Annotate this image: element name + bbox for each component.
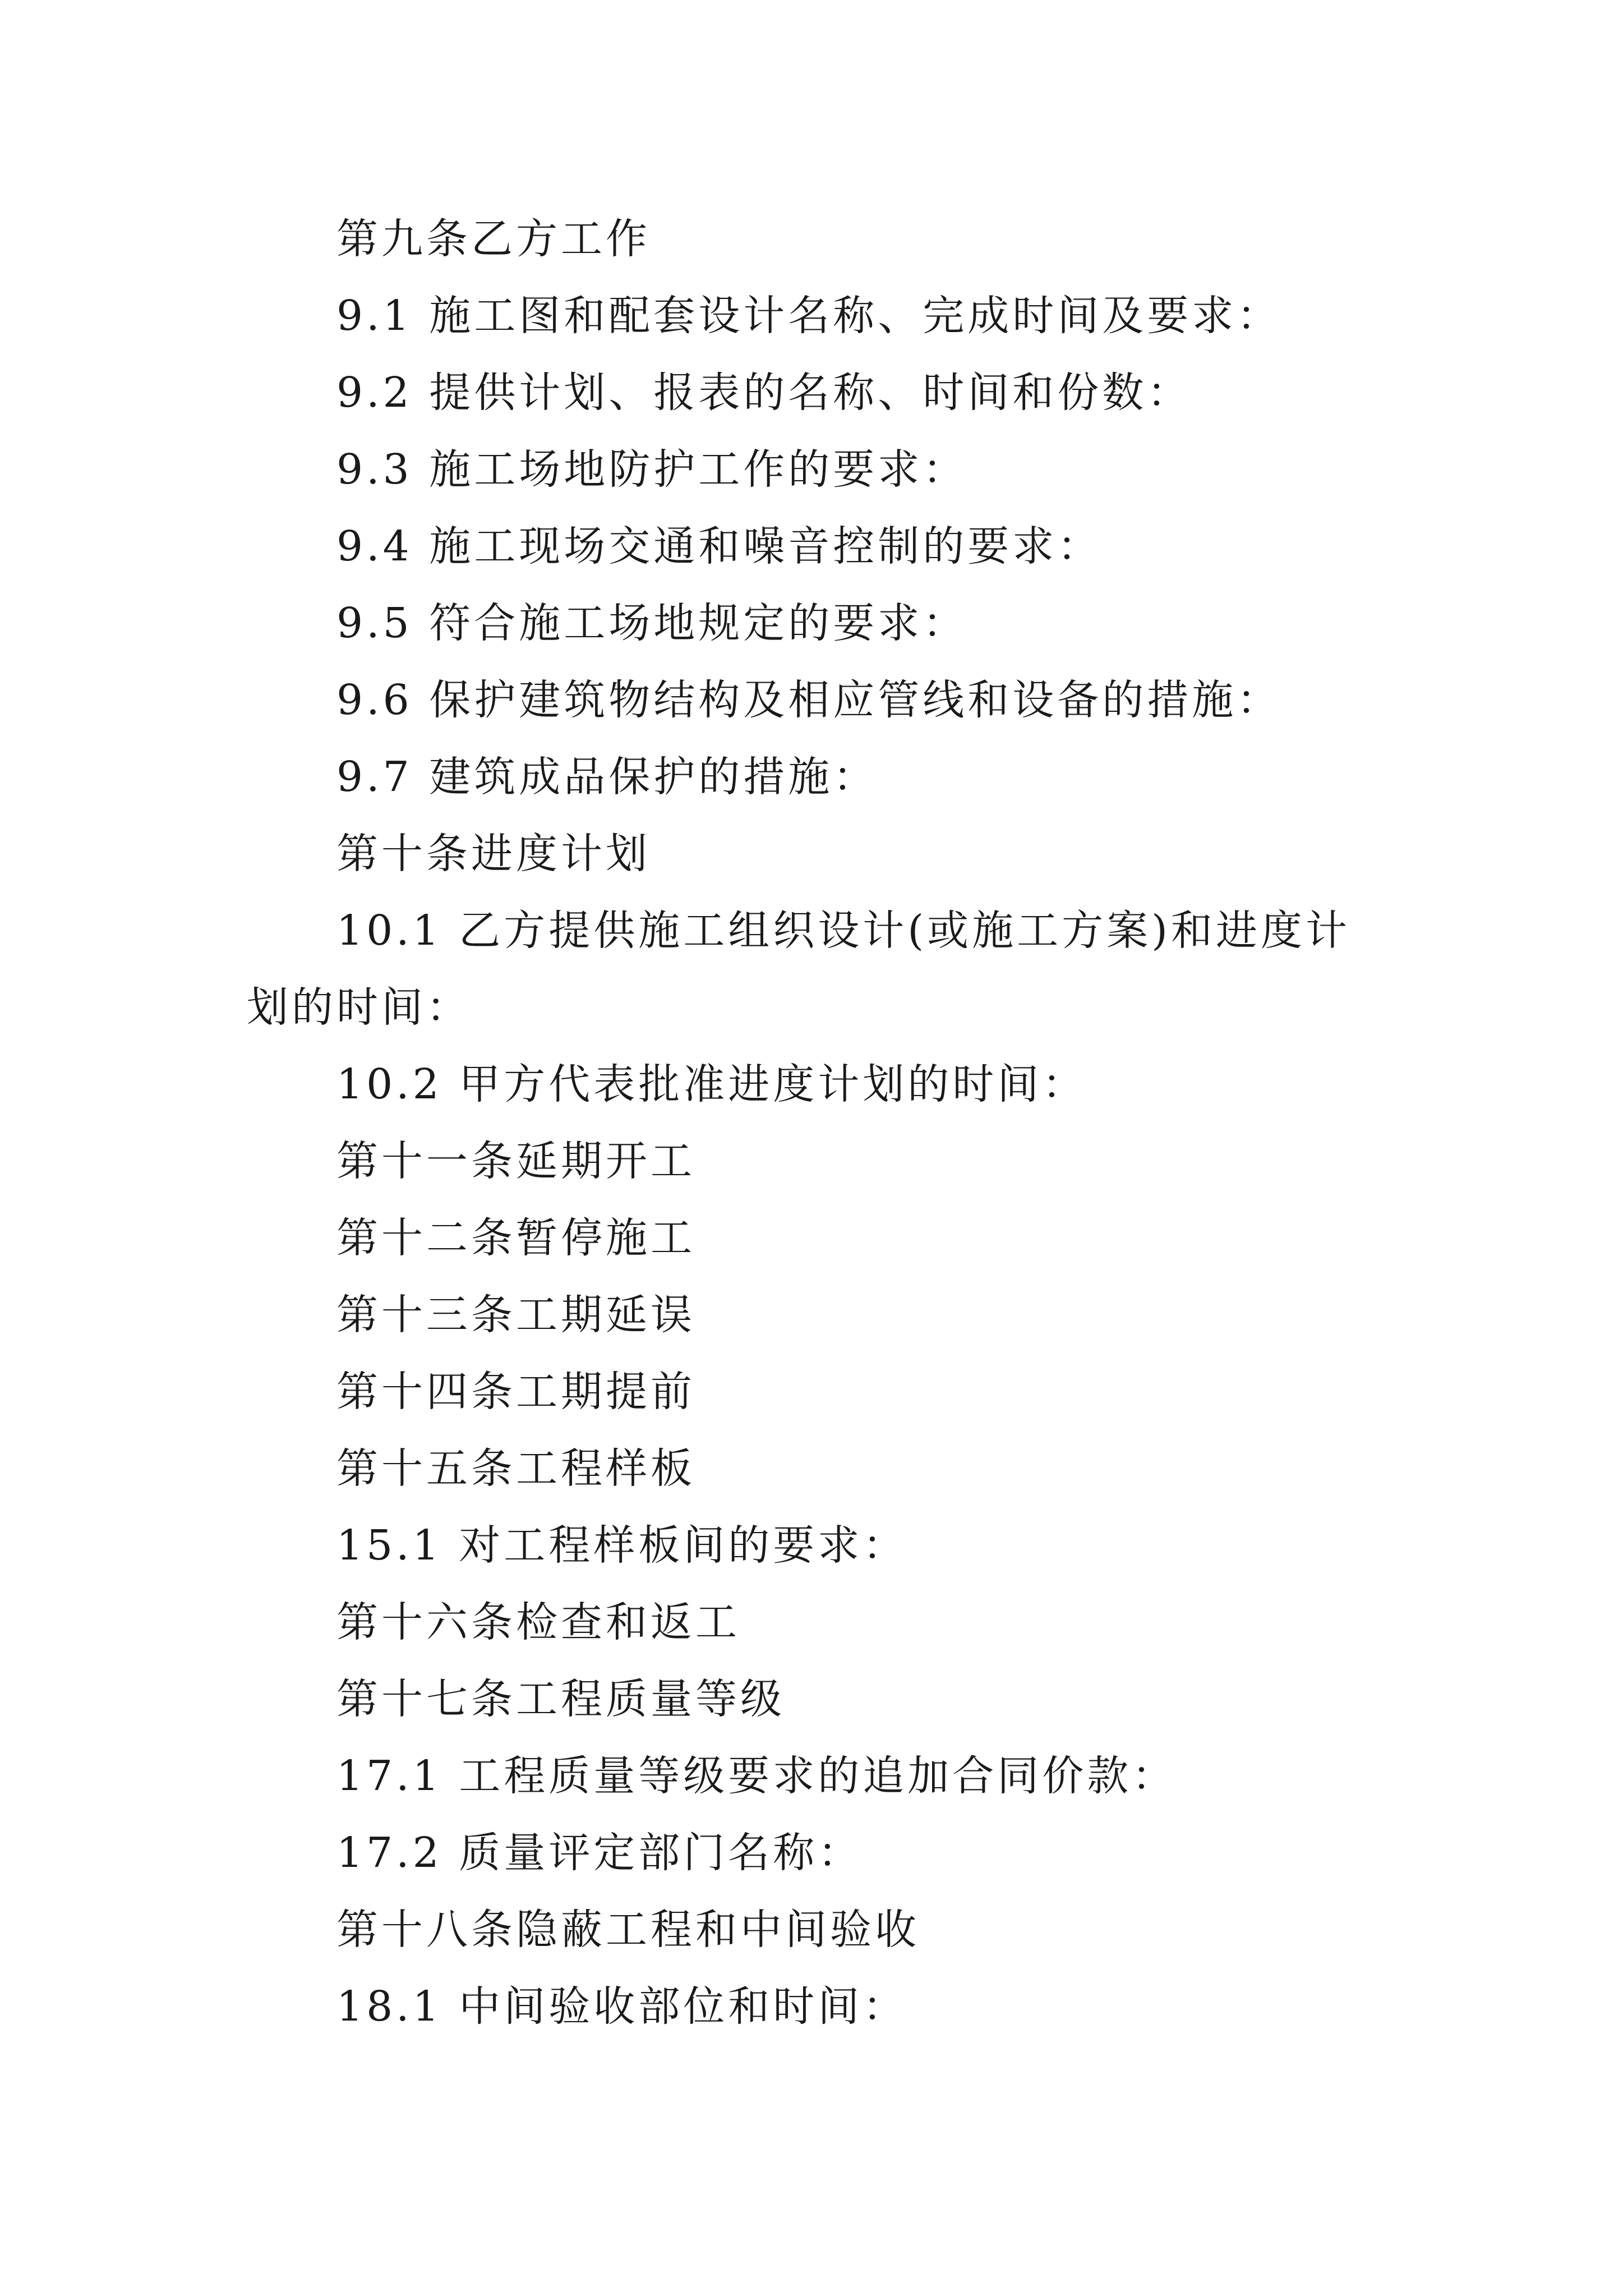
clause-9-5: 9.5 符合施工场地规定的要求： <box>336 599 968 647</box>
clause-18-1: 18.1 中间验收部位和时间： <box>336 1982 908 2031</box>
article-9-heading: 第九条乙方工作 <box>336 215 651 263</box>
clause-9-2: 9.2 提供计划、报表的名称、时间和份数： <box>336 369 1192 417</box>
document-body <box>247 201 1385 2045</box>
article-12-heading: 第十二条暂停施工 <box>336 1214 695 1262</box>
clause-10-1: 10.1 乙方提供施工组织设计(或施工方案)和进度计划的时间： <box>247 907 1351 1032</box>
article-11-heading: 第十一条延期开工 <box>336 1137 695 1185</box>
clause-17-2: 17.2 质量评定部门名称： <box>336 1829 863 1877</box>
article-13-heading: 第十三条工期延误 <box>336 1291 695 1339</box>
article-14-heading: 第十四条工期提前 <box>336 1368 695 1416</box>
clause-10-2: 10.2 甲方代表批准进度计划的时间： <box>336 1060 1087 1108</box>
clause-9-4: 9.4 施工现场交通和噪音控制的要求： <box>336 522 1103 570</box>
clause-17-1: 17.1 工程质量等级要求的追加合同价款： <box>336 1752 1177 1800</box>
article-15-heading: 第十五条工程样板 <box>336 1444 695 1493</box>
clause-9-3: 9.3 施工场地防护工作的要求： <box>336 445 968 494</box>
article-16-heading: 第十六条检查和返工 <box>336 1598 740 1646</box>
clause-9-7: 9.7 建筑成品保护的措施： <box>336 753 878 801</box>
clause-15-1: 15.1 对工程样板间的要求： <box>336 1521 908 1570</box>
article-18-heading: 第十八条隐蔽工程和中间验收 <box>336 1906 920 1954</box>
clause-9-6: 9.6 保护建筑物结构及相应管线和设备的措施： <box>336 676 1282 724</box>
article-17-heading: 第十七条工程质量等级 <box>336 1675 785 1723</box>
clause-9-1: 9.1 施工图和配套设计名称、完成时间及要求： <box>336 292 1282 340</box>
article-10-heading: 第十条进度计划 <box>336 830 651 878</box>
